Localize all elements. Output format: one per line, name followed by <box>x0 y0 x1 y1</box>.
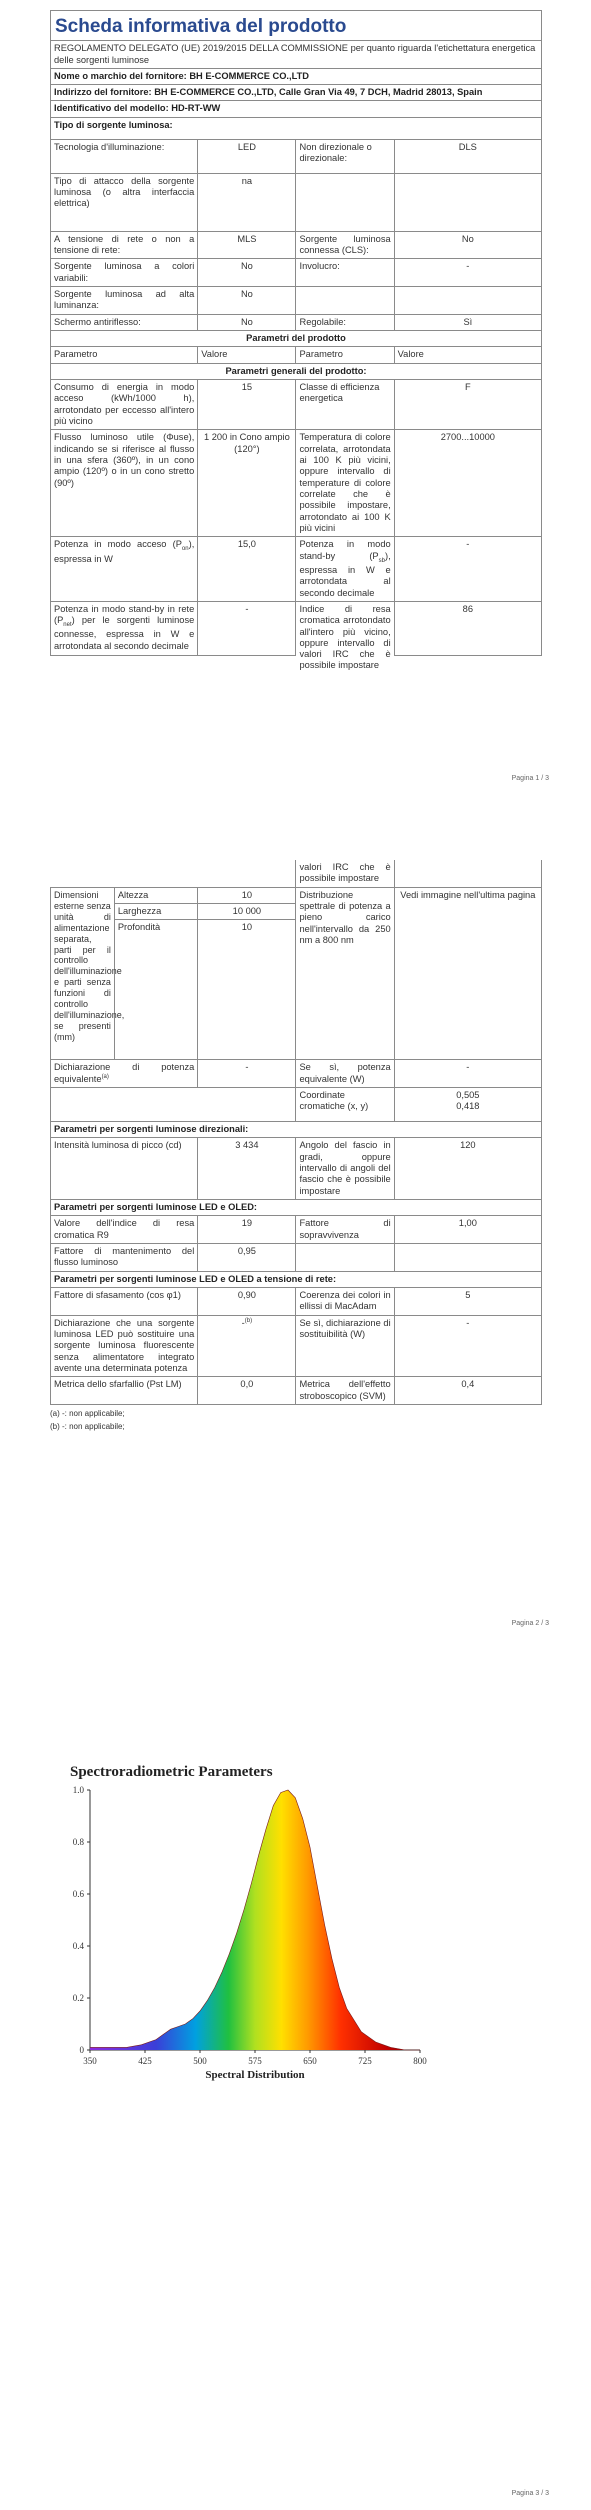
dimmable-value: Sì <box>394 314 541 330</box>
nondir-label: Non direzionale o direzionale: <box>296 139 394 173</box>
r9-value: 19 <box>198 1216 296 1244</box>
on-mode-power-value: 15,0 <box>198 537 296 601</box>
displacement-factor-label: Fattore di sfasamento (cos φ1) <box>51 1288 198 1316</box>
beam-angle-label: Angolo del fascio in gradi, oppure intervallo di angoli del fascio che è possibile impostare <box>296 1138 394 1200</box>
replacement-claim-label: Dichiarazione che una sorgente luminosa LED può sostituire una sorgente luminosa fluorescente senza alimentatore integrato avente una determinata potenza <box>51 1315 198 1377</box>
envelope-value: - <box>394 259 541 287</box>
nondir-value: DLS <box>394 139 541 173</box>
page-number-2: Pagina 2 / 3 <box>511 1620 549 1627</box>
height-value: 10 <box>198 887 296 903</box>
model-identifier: Identificativo del modello: HD-RT-WW <box>51 101 542 117</box>
energy-class-label: Classe di efficienza energetica <box>296 380 394 430</box>
general-parameters-heading: Parametri generali del prodotto: <box>51 363 542 379</box>
spectrum-area <box>90 1790 420 2050</box>
y-tick-label: 0 <box>79 2045 84 2055</box>
product-sheet-part-1 <box>50 10 542 671</box>
page-number-3: Pagina 3 / 3 <box>511 2490 549 2497</box>
replacement-claim-2-value: - <box>394 1315 541 1377</box>
page-1 <box>0 0 591 790</box>
peak-intensity-label: Intensità luminosa di picco (cd) <box>51 1138 198 1200</box>
tech-value: LED <box>198 139 296 173</box>
width-label: Larghezza <box>114 903 197 919</box>
x-tick-label: 575 <box>248 2056 262 2066</box>
footnotes <box>50 1408 542 1434</box>
x-tick-label: 500 <box>193 2056 207 2066</box>
product-sheet-part-2 <box>50 860 542 1434</box>
equivalent-power-label: Dichiarazione di potenza equivalente$^{(a)}$ <box>51 1060 198 1088</box>
col-param-1: Parametro <box>51 347 198 363</box>
networked-standby-value: - <box>198 601 296 656</box>
equivalent-power-2-label: Se sì, potenza equivalente (W) <box>296 1060 394 1088</box>
x-tick-label: 725 <box>358 2056 372 2066</box>
page-2 <box>0 840 591 1640</box>
y-tick-label: 0.6 <box>72 1889 84 1899</box>
high-luminance-value: No <box>198 287 296 315</box>
height-label: Altezza <box>114 887 197 903</box>
cap-label: Tipo di attacco della sorgente luminosa (o altra interfaccia elettrica) <box>51 173 198 231</box>
standby-power-value: - <box>394 537 541 601</box>
replacement-claim-value: -$^{(b)}$ <box>198 1315 296 1377</box>
col-value-2: Valore <box>394 347 541 363</box>
survival-factor-value: 1,00 <box>394 1216 541 1244</box>
light-source-type-heading: Tipo di sorgente luminosa: <box>51 117 542 139</box>
y-tick-label: 0.4 <box>72 1941 84 1951</box>
col-value-1: Valore <box>198 347 296 363</box>
cct-label: Temperatura di colore correlata, arrotondata ai 100 K più vicini, oppure intervallo di temperature di colore correlate che è possibile impostare, arrotondato ai 100 K più vicini <box>296 430 394 537</box>
energy-value: 15 <box>198 380 296 430</box>
peak-intensity-value: 3 434 <box>198 1138 296 1200</box>
high-luminance-label: Sorgente luminosa ad alta luminanza: <box>51 287 198 315</box>
product-info-table <box>50 10 542 671</box>
footnote-a: (a) -: non applicabile; <box>50 1408 125 1418</box>
replacement-claim-2-label: Se sì, dichiarazione di sostituibilità (W) <box>296 1315 394 1377</box>
plot-area <box>73 1785 428 2066</box>
cct-value: 2700...10000 <box>394 430 541 537</box>
networked-standby-label: Potenza in modo stand-by in rete $(P_{net})$ per le sorgenti luminose connesse, espressa in W e arrotondata al secondo decimale <box>51 601 198 656</box>
chromaticity-value: 0,505 0,418 <box>394 1088 541 1122</box>
stroboscopic-label: Metrica dell'effetto stroboscopico (SVM) <box>296 1377 394 1405</box>
dimmable-label: Regolabile: <box>296 314 394 330</box>
cls-label: Sorgente luminosa connessa (CLS): <box>296 231 394 259</box>
lumen-maintenance-label: Fattore di mantenimento del flusso luminoso <box>51 1244 198 1272</box>
width-value: 10 000 <box>198 903 296 919</box>
dimensions-label: Dimensioni esterne senza unità di alimentazione separata, parti per il controllo dell'illuminazione e parti senza funzioni di controllo dell'illuminazione, se presenti (mm) <box>51 887 115 1060</box>
y-tick-label: 0.8 <box>72 1837 84 1847</box>
y-tick-label: 1.0 <box>72 1785 84 1795</box>
x-tick-label: 650 <box>303 2056 317 2066</box>
led-parameters-heading: Parametri per sorgenti luminose LED e OLED: <box>51 1200 542 1216</box>
displacement-factor-value: 0,90 <box>198 1288 296 1316</box>
cri-label: Indice di resa cromatica arrotondato all'intero più vicino, oppure intervallo di valori IRC che è possibile impostare <box>296 601 394 656</box>
equivalent-power-2-value: - <box>394 1060 541 1088</box>
cap-value: na <box>198 173 296 231</box>
x-tick-label: 350 <box>83 2056 97 2066</box>
flicker-label: Metrica dello sfarfallio (Pst LM) <box>51 1377 198 1405</box>
page-number-1: Pagina 1 / 3 <box>511 775 549 782</box>
flicker-value: 0,0 <box>198 1377 296 1405</box>
cri-label-continued: valori IRC che è possibile impostare <box>296 860 394 887</box>
mains-label: A tensione di rete o non a tensione di rete: <box>51 231 198 259</box>
beam-angle-value: 120 <box>394 1138 541 1200</box>
col-param-2: Parametro <box>296 347 394 363</box>
anti-glare-label: Schermo antiriflesso: <box>51 314 198 330</box>
product-info-table-2 <box>50 860 542 1405</box>
mains-value: MLS <box>198 231 296 259</box>
y-tick-label: 0.2 <box>72 1993 84 2003</box>
macadam-value: 5 <box>394 1288 541 1316</box>
standby-power-label: Potenza in modo stand-by $(P_{sb})$, espressa in W e arrotondata al secondo decimale <box>296 537 394 601</box>
on-mode-power-label: Potenza in modo acceso $(P_{on})$, espressa in W <box>51 537 198 601</box>
supplier-trademark: Nome o marchio del fornitore: BH E-COMMERCE CO.,LTD <box>51 68 542 84</box>
product-parameters-heading: Parametri del prodotto <box>51 331 542 347</box>
footnote-b: (b) -: non applicabile; <box>50 1421 125 1431</box>
equivalent-power-value: - <box>198 1060 296 1088</box>
x-tick-label: 800 <box>413 2056 427 2066</box>
mains-led-parameters-heading: Parametri per sorgenti luminose LED e OLED a tensione di rete: <box>51 1271 542 1287</box>
flux-value: 1 200 in Cono ampio (120°) <box>198 430 296 537</box>
r9-label: Valore dell'indice di resa cromatica R9 <box>51 1216 198 1244</box>
macadam-label: Coerenza dei colori in ellissi di MacAdam <box>296 1288 394 1316</box>
directional-parameters-heading: Parametri per sorgenti luminose direzionali: <box>51 1122 542 1138</box>
flux-label: Flusso luminoso utile (Φuse), indicando se si riferisce al flusso in una sfera (360º), in un cono ampio (120º) o in un cono stretto (90º) <box>51 430 198 537</box>
regulation-text: REGOLAMENTO DELEGATO (UE) 2019/2015 DELLA COMMISSIONE per quanto riguarda l'etichettatura energetica delle sorgenti luminose <box>51 41 542 69</box>
anti-glare-value: No <box>198 314 296 330</box>
energy-class-value: F <box>394 380 541 430</box>
survival-factor-label: Fattore di sopravvivenza <box>296 1216 394 1244</box>
page-3 <box>0 1720 591 2510</box>
lumen-maintenance-value: 0,95 <box>198 1244 296 1272</box>
spectral-label: Distribuzione spettrale di potenza a pieno carico nell'intervallo da 250 nm a 800 nm <box>296 887 394 1060</box>
cls-value: No <box>394 231 541 259</box>
energy-label: Consumo di energia in modo acceso (kWh/1000 h), arrotondato per eccesso all'intero più vicino <box>51 380 198 430</box>
supplier-address: Indirizzo del fornitore: BH E-COMMERCE CO.,LTD, Calle Gran Via 49, 7 DCH, Madrid 28013, Spain <box>51 85 542 101</box>
chart-x-label: Spectral Distribution <box>205 2069 305 2081</box>
chart-title: Spectroradiometric Parameters <box>70 1764 273 1780</box>
spectral-value: Vedi immagine nell'ultima pagina <box>394 887 541 1060</box>
tech-label: Tecnologia d'illuminazione: <box>51 139 198 173</box>
page-title: Scheda informativa del prodotto <box>51 11 542 41</box>
colour-label: Sorgente luminosa a colori variabili: <box>51 259 198 287</box>
cri-value: 86 <box>394 601 541 656</box>
x-tick-label: 425 <box>138 2056 152 2066</box>
depth-value: 10 <box>198 920 296 1060</box>
envelope-label: Involucro: <box>296 259 394 287</box>
stroboscopic-value: 0,4 <box>394 1377 541 1405</box>
colour-value: No <box>198 259 296 287</box>
depth-label: Profondità <box>114 920 197 1060</box>
spectral-chart <box>60 1760 440 2090</box>
chromaticity-label: Coordinate cromatiche (x, y) <box>296 1088 394 1122</box>
